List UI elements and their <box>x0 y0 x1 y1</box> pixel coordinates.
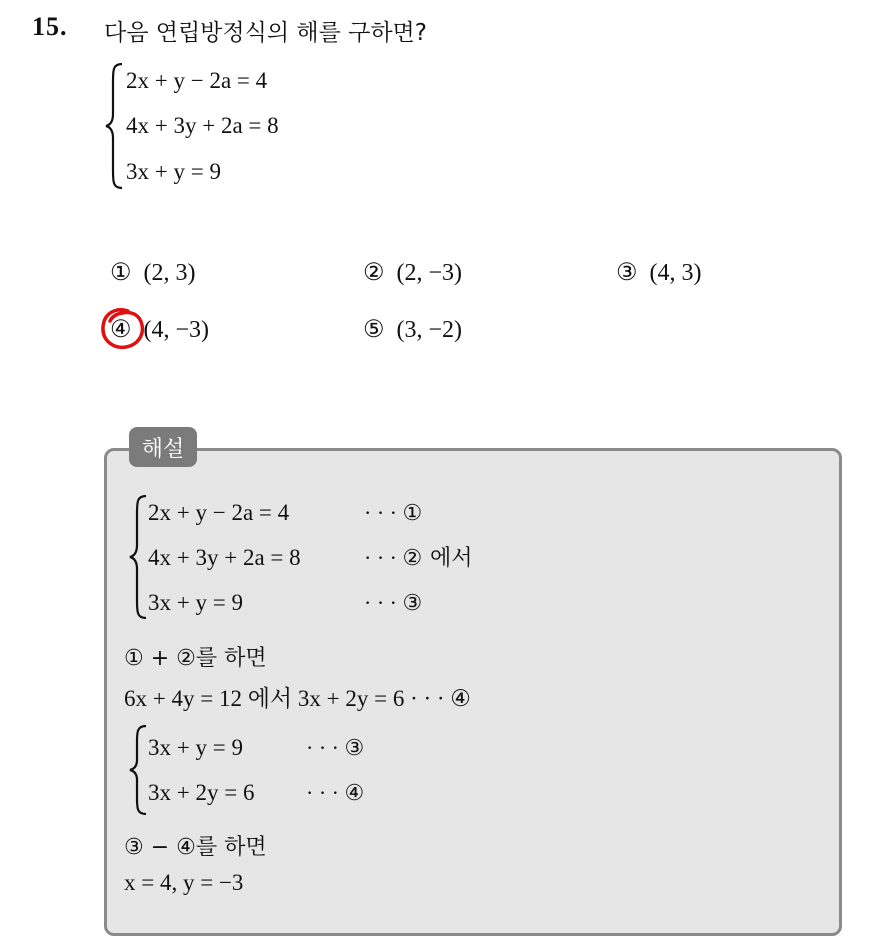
solution-ref-5: · · · ④ <box>306 780 365 805</box>
choice-value: (2, 3) <box>143 260 196 286</box>
system-brace <box>104 62 126 190</box>
choice-value: (4, −3) <box>143 317 210 343</box>
solution-answer: x = 4, y = −3 <box>124 870 244 895</box>
choice-mark: ① <box>110 260 132 286</box>
solution-ref-1: · · · ① <box>364 500 423 525</box>
choice-mark: ③ <box>616 260 638 286</box>
choice-2[interactable] <box>363 258 462 287</box>
system-equation-1: 2x + y − 2a = 4 <box>126 68 268 93</box>
solution-brace-1 <box>128 494 150 620</box>
solution-eq-5: 3x + 2y = 6 <box>148 780 255 805</box>
system-equation-2: 4x + 3y + 2a = 8 <box>126 113 279 138</box>
solution-eq-2: 4x + 3y + 2a = 8 <box>148 545 301 570</box>
system-equation-3: 3x + y = 9 <box>126 159 221 184</box>
choice-1[interactable] <box>110 258 196 287</box>
choice-mark: ④ <box>110 317 132 343</box>
choice-5[interactable] <box>363 315 462 344</box>
answer-circle-mark <box>98 305 150 353</box>
question-prompt: 다음 연립방정식의 해를 구하면? <box>104 20 427 46</box>
solution-eq-4: 3x + y = 9 <box>148 735 243 760</box>
solution-step-2: ③ − ④를 하면 <box>124 835 267 860</box>
choice-mark: ② <box>363 260 385 286</box>
solution-ref-4: · · · ③ <box>306 735 365 760</box>
solution-ref-3: · · · ③ <box>364 590 423 615</box>
solution-eq-1: 2x + y − 2a = 4 <box>148 500 290 525</box>
solution-step-1: ① + ②를 하면 <box>124 646 267 671</box>
choice-3[interactable] <box>616 258 702 287</box>
choice-value: (2, −3) <box>396 260 463 286</box>
solution-tab: 해설 <box>129 427 197 467</box>
choice-value: (4, 3) <box>649 260 702 286</box>
solution-brace-2 <box>128 724 150 816</box>
solution-step-1-result: 6x + 4y = 12 에서 3x + 2y = 6 · · · ④ <box>124 686 471 711</box>
solution-ref-2: · · · ② <box>364 545 423 570</box>
choice-mark: ⑤ <box>363 317 385 343</box>
question-number: 15. <box>32 12 68 41</box>
solution-suffix-eseo: 에서 <box>430 546 473 571</box>
choice-value: (3, −2) <box>396 317 463 343</box>
solution-eq-3: 3x + y = 9 <box>148 590 243 615</box>
